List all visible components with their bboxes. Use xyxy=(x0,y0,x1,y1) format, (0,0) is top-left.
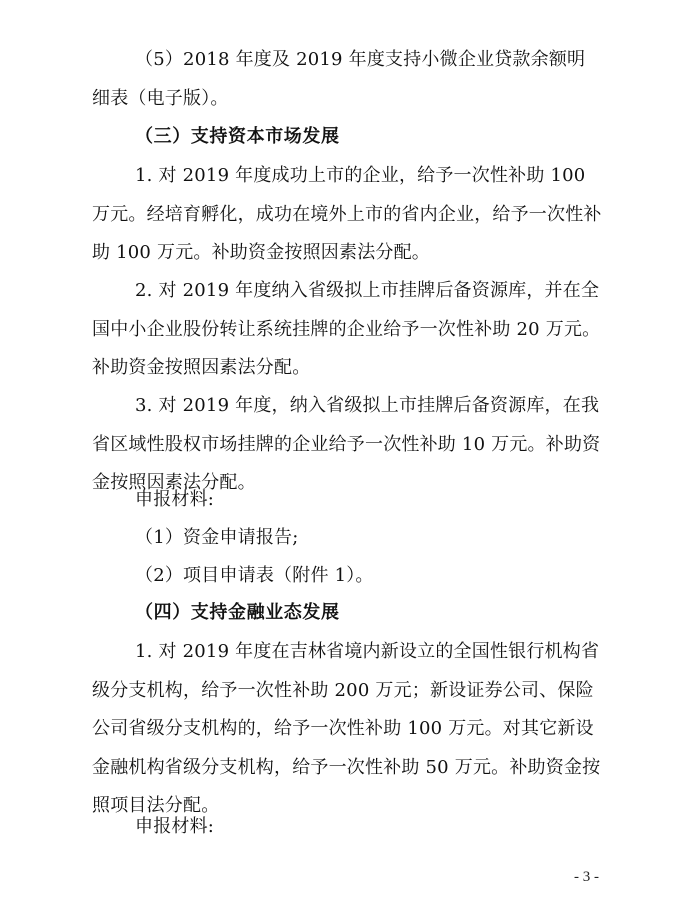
paragraph-capital-1: 1. 对 2019 年度成功上市的企业，给予一次性补助 100 万元。经培育孵化，成功在境外上市的省内企业，给予一次性补助 100 万元。补助资金按照因素法分配。 xyxy=(92,165,602,263)
label-application-materials-2: 申报材料: xyxy=(135,816,215,837)
page-number: - 3 - xyxy=(574,869,599,885)
paragraph-capital-2: 2. 对 2019 年度纳入省级拟上市挂牌后备资源库，并在全国中小企业股份转让系统挂牌的企业给予一次性补助 20 万元。补助资金按照因素法分配。 xyxy=(92,280,601,378)
paragraph-item-5-materials: （5）2018 年度及 2019 年度支持小微企业贷款余额明细表（电子版）。 xyxy=(92,49,586,109)
paragraph-financial-1: 1. 对 2019 年度在吉林省境内新设立的全国性银行机构省级分支机构，给予一次性补助 200 万元；新设证券公司、保险公司省级分支机构的，给予一次性补助 100 万元。对其它新设金融机构省级分支机构，给予一次性补助 50 万元。补助资金按照项目法分配。 xyxy=(92,641,601,816)
section-heading-capital-market: （三）支持资本市场发展 xyxy=(135,126,340,147)
list-item-application-report: （1）资金申请报告; xyxy=(135,527,299,548)
paragraph-capital-3: 3. 对 2019 年度，纳入省级拟上市挂牌后备资源库，在我省区域性股权市场挂牌的企业给予一次性补助 10 万元。补助资金按照因素法分配。 xyxy=(92,395,601,493)
list-item-project-form: （2）项目申请表（附件 1）。 xyxy=(135,565,374,586)
label-application-materials: 申报材料: xyxy=(135,489,215,510)
section-heading-financial-business: （四）支持金融业态发展 xyxy=(135,602,340,623)
